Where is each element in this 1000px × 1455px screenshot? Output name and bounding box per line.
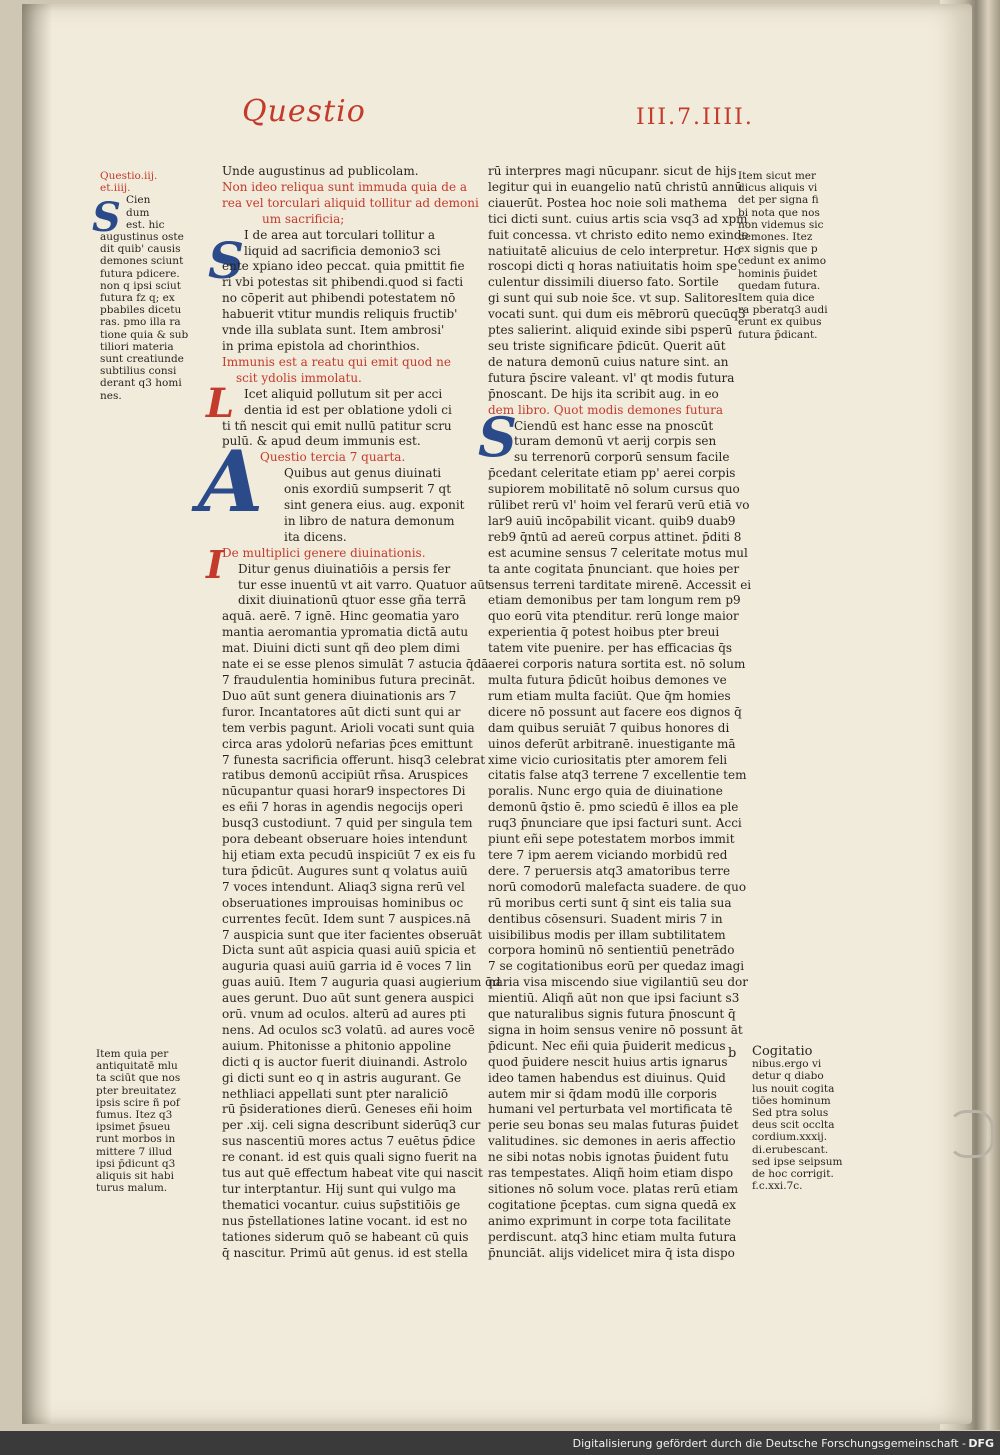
text-line: mantia aeromantia ypromatia dictā autu [222,625,469,640]
text-line: dentia id est per oblatione ydoli ci [244,402,452,417]
margin-line: dit quib' causis [100,243,181,256]
rubric-line: dem libro. Quot modis demones futura [488,402,724,417]
text-line: que naturalibus signis futura p̄noscunt q̄ [488,1007,736,1022]
text-line: ri vbi potestas sit phibendi.quod si facti [222,275,464,290]
text-line: liquid ad sacrificia demonio3 sci [244,243,441,258]
margin-line: dicus aliquis vi [738,182,818,195]
margin-line: subtilius consi [100,365,177,378]
text-line: perie seu bonas seu malas futuras p̄uidet [488,1118,739,1133]
text-line: legitur qui in euangelio natū christū annū [488,179,743,194]
margin-line: augustinus oste [100,231,184,244]
text-line: tatem vite puenire. per has efficacias q̄s [488,641,733,656]
text-column-1 [222,164,501,1278]
text-line: natiuitatē alicuius de celo interpretur. Ho [488,243,741,258]
text-line: currentes fecūt. Idem sunt 7 auspices.nā [222,911,471,926]
margin-line: di.erubescant. [752,1143,829,1156]
text-line: mientiū. Aliqñ aūt non que ipsi faciunt s3 [488,991,740,1006]
margin-line: non q ipsi sciut [100,279,182,292]
text-line: autem mir si q̄dam modū ille corporis [488,1086,717,1101]
text-line: 7 se cogitationibus eorū per quedaz imagi [488,959,745,974]
text-line: rū p̄siderationes dierū. Geneses eñi hoim [222,1102,473,1117]
text-line: nethliaci appellati sunt pter naraliciō [222,1086,449,1101]
margin-line: Item quia dice [738,292,815,305]
text-line: culentur dissimili diuerso fato. Sortile [488,275,719,290]
margin-line: ipsimet p̄sueu [96,1121,171,1134]
margin-line: pbabiles dicetu [100,304,182,317]
text-line: ideo tamen habendus est diuinus. Quid [488,1070,726,1085]
text-line: tus aut quē effectum habeat vite qui nascit [222,1166,483,1181]
text-line: citatis false atq3 terrene 7 excellentie tem [488,768,747,783]
margin-line: detur q diabo [752,1070,824,1083]
text-line: dam quibus seruiāt 7 quibus honores di [488,720,730,735]
margin-line: det per signa fi [738,194,819,207]
margin-note-right-bottom [752,1046,852,1206]
margin-line: deus scit occlta [752,1119,835,1132]
footer-credit: Digitalisierung gefördert durch die Deutsche Forschungsgemeinschaft - [572,1437,966,1450]
margin-line: antiquitatē mlu [96,1060,178,1073]
text-line: animo exprimunt in corpe tota facilitate [488,1213,731,1228]
text-line: poralis. Nunc ergo quia de diuinatione [488,784,723,799]
text-line: 7 funesta sacrificia offerunt. hisq3 celebrat [222,752,486,767]
margin-line: bi nota que nos [738,206,820,219]
text-line: ente xpiano ideo peccat. quia pmittit fie [222,259,465,274]
text-line: Icet aliquid pollutum sit per acci [244,386,443,401]
text-line: ras tempestates. Aliqñ hoim etiam dispo [488,1166,734,1181]
text-line: nus p̄stellationes latine vocant. id est no [222,1213,468,1228]
text-line: nens. Ad oculos sc3 volatū. ad aures vocē [222,1022,475,1037]
text-line: p̄cedant celeritate etiam pp' aerei corpis [488,466,736,481]
margin-line: Questio.iij. [100,170,158,182]
text-line: 7 voces intendunt. Aliaq3 signa rerū vel [222,879,465,894]
margin-line: derant q3 homi [100,377,182,390]
text-line: busq3 custodiunt. 7 quid per singula tem [222,816,473,831]
text-line: supiorem mobilitatē nō solum cursus quo [488,482,740,497]
initial-s-margin: S [92,194,121,241]
text-line: tere 7 ipm aerem viciando morbidū red [488,847,728,862]
text-line: thematici vocantur. cuius sup̄stitiōis ge [222,1197,461,1212]
text-line: naria visa miscendo siue vigilantiū seu dor [488,975,748,990]
margin-line: futura p̄dicant. [738,328,818,341]
text-line: rū interpres magi nūcupanr. sicut de hijs [488,164,737,178]
text-line: ptes salierint. aliquid exinde sibi psperū [488,323,733,338]
margin-line: sed ipse seipsum [752,1155,843,1168]
dfg-logo: DFG [968,1437,994,1450]
margin-line: nes. [100,389,122,402]
text-line: seu triste significare p̄dicūt. Querit aūt [488,338,726,353]
text-line: guas auiū. Item 7 auguria quasi augierium q̄d [222,975,501,990]
text-line: aerei corporis natura sortita est. nō solum [488,657,746,672]
margin-line: turus malum. [96,1182,168,1195]
text-line: ti tñ nescit qui emit nullū patitur scru [222,418,452,433]
text-line: valitudines. sic demones in aeris affectio [488,1134,736,1149]
text-line: tem verbis pagunt. Arioli vocati sunt quia [222,720,475,735]
text-line: tur interptantur. Hij sunt qui vulgo ma [222,1182,457,1196]
initial-i-col1: I [206,542,224,587]
text-line: rū moribus certi sunt q̄ sint eis talia sua [488,895,732,910]
text-line: es eñi 7 horas in agendis negocijs operi [222,800,463,815]
text-line: uisibilibus modis per illam subtilitatem [488,927,726,942]
initial-s-col2: S [478,405,517,469]
margin-note-left-top [100,170,192,432]
text-line: turam demonū vt aerij corpis sen [514,434,717,449]
margin-line: lus nouit cogita [752,1082,835,1095]
text-line: no cōperit aut phibendi potestatem nō [222,291,456,306]
text-line: vnde illa sublata sunt. Item ambrosi' [222,323,445,338]
text-line: experientia q̄ potest hoibus pter breui [488,625,720,640]
margin-line: mittere 7 illud [96,1145,173,1158]
text-line: 7 auspicia sunt que iter facientes obseruāt [222,927,482,942]
text-line: hij etiam exta pecudū inspiciūt 7 ex eis fu [222,847,476,862]
margin-line: futura fz q; ex [100,292,175,305]
text-line: quod p̄uidere nescit huius artis ignarus [488,1054,728,1069]
text-line: tura p̄dicūt. Augures sunt q volatus auiū [222,863,468,878]
initial-s-col1: S [208,231,245,290]
margin-line: cordium.xxxij. [752,1131,828,1144]
text-line: in prima epistola ad chorinthios. [222,338,420,353]
text-line: roscopi dicti q horas natiuitatis hoim spe [488,259,738,274]
text-line: pulū. & apud deum immunis est. [222,434,421,449]
text-line: rūlibet rerū vl' hoim vel ferarū verū etiā vo [488,498,750,513]
rubric-line: De multiplici genere diuinationis. [222,545,426,560]
margin-line: ex signis que p [738,243,818,256]
text-line: sus nascentiū mores actus 7 euētus p̄dice [222,1134,476,1149]
text-line: tationes siderum quō se habeant cū quis [222,1229,469,1244]
text-line: corpora hominū nō sentientiū penetrādo [488,943,735,958]
text-line: etiam demonibus per tam longum rem p9 [488,593,741,608]
text-line: sitiones nō solum voce. platas rerū etiam [488,1182,739,1196]
margin-line: futura pdicere. [100,267,180,280]
margin-line: de hoc corrigit. [752,1168,834,1181]
rubric-line: Immunis est a reatu qui emit quod ne [222,354,451,369]
text-line: Unde augustinus ad publicolam. [222,164,419,178]
margin-line: erunt ex quibus [738,316,822,329]
margin-line: nibus.ergo vi [752,1058,822,1071]
text-line: rum etiam multa faciūt. Que q̄m homies [488,688,731,703]
footer-bar [0,1431,1000,1455]
text-line: lar9 auiū incōpabilit vicant. quib9 duab9 [488,513,736,528]
text-line: dixit diuinationū qtuor esse gña terrā [238,593,467,608]
text-line: aquā. aerē. 7 ignē. Hinc geomatia yaro [222,609,460,624]
margin-note-right-top [738,170,842,370]
initial-a-col1: A [198,432,264,531]
text-line: xime vicio curiositatis pter amorem feli [488,752,728,767]
text-line: uinos deferūt arbitranē. inuestigante mā [488,736,736,751]
text-line: piunt eñi sepe potestatem morbos immit [488,832,735,847]
text-line: ita dicens. [284,529,347,544]
margin-line: f.c.xxi.7c. [752,1180,803,1193]
text-line: tur esse inuentū vt ait varro. Quatuor aūt [238,577,490,592]
text-line: quo eorū vita ptenditur. rerū longe maior [488,609,739,624]
text-line: 7 fraudulentia hominibus futura precināt. [222,673,476,687]
text-line: dentibus cōsensuri. Suadent miris 7 in [488,911,723,926]
text-line: su terrenorū corporū sensum facile [514,450,730,465]
margin-line: ta sciūt que nos [96,1072,181,1085]
text-line: dicere nō possunt aut facere eos dignos q̄ [488,704,742,719]
text-column-2 [488,164,752,1278]
margin-line: ipsi p̄dicunt q3 [96,1157,176,1170]
margin-line: tione quia & sub [100,328,189,341]
text-line: humani vel perturbata vel mortificata tē [488,1102,733,1117]
text-line: gi dicti sunt eo q in astris augurant. Ge [222,1070,462,1085]
margin-line: Item quia per [96,1048,169,1060]
text-line: aues gerunt. Duo aūt sunt genera auspici [222,991,474,1006]
text-line: orū. vnum ad oculos. alterū ad aures pti [222,1007,466,1022]
margin-line: ipsis scire ñ pof [96,1096,180,1109]
text-line: ne sibi notas nobis ignotas p̄uident futu [488,1150,729,1165]
margin-line: hominis p̄uidet [738,267,818,280]
text-line: auguria quasi auiū garria id ē voces 7 lin [222,959,472,974]
margin-line: dum [126,206,150,219]
text-line: vocati sunt. qui dum eis mēbrorū quecūq3 [488,307,746,322]
margin-line: et.iiij. [100,182,131,195]
text-line: sint genera eius. aug. exponit [284,498,465,513]
text-line: Ciendū est hanc esse na pnoscūt [514,418,714,433]
text-line: habuerit vtitur mundis reliquis fructib' [222,307,458,322]
text-line: obseruationes improuisas hominibus oc [222,895,464,910]
text-line: Dicta sunt aūt aspicia quasi auiū spicia et [222,943,476,958]
text-line: re conant. id est quis quali signo fuerit na [222,1150,477,1165]
margin-marker-b: b [728,1046,737,1061]
text-line: ruq3 p̄nunciare que ipsi facturi sunt. Acci [488,816,742,831]
text-line: in libro de natura demonum [284,513,455,528]
text-line: p̄dicunt. Nec eñi quia p̄uiderit medicus [488,1038,726,1053]
margin-line: est. hic [126,218,165,231]
text-line: ratibus demonū accipiūt rñsa. Aruspices [222,768,469,783]
rubric-line: Non ideo reliqua sunt immuda quia de a [222,179,468,194]
text-line: de natura demonū cuius nature sint. an [488,354,729,369]
text-line: furor. Incantatores aūt dicti sunt qui ar [222,704,461,719]
page-clip [948,1110,994,1158]
text-line: cogitatione p̄ceptas. cum signa quedā ex [488,1197,736,1212]
text-line: sensus terreni tarditate mirenē. Accessit ei [488,577,752,592]
text-line: norū comodorū malefacta suadere. de quo [488,879,747,894]
text-line: perdiscunt. atq3 hinc etiam multa futura [488,1229,737,1244]
text-line: ciauerūt. Postea hoc noie soli mathema [488,195,728,210]
text-line: mat. Diuini dicti sunt qñ deo plem dimi [222,641,460,656]
text-line: p̄noscant. De hijs ita scribit aug. in eo [488,386,719,401]
text-line: per .xij. celi signa describunt siderūq3 cur [222,1118,481,1133]
text-line: auium. Phitonisse a phitonio appoline [222,1038,452,1053]
margin-line: Cien [126,194,151,207]
running-head-left: Questio [242,94,366,129]
text-line: est acumine sensus 7 celeritate motus mul [488,545,748,560]
initial-l-col1: L [206,380,235,427]
running-head-right: III.7.IIII. [636,105,754,130]
margin-line: cedunt ex animo [738,255,827,268]
rubric-line: Questio tercia 7 quarta. [260,450,406,465]
margin-line: demones. Itez [738,231,813,244]
text-line: circa aras ydolorū nefarias p̄ces emittunt [222,736,473,751]
margin-note-left-bottom [96,1048,192,1218]
margin-line: sunt creatiunde [100,353,184,366]
margin-line: aliquis sit habi [96,1170,174,1183]
margin-line: pter breuitatez [96,1084,177,1097]
text-line: reb9 q̄ntū ad aereū corpus attinet. p̄diti 8 [488,529,742,544]
text-line: tici dicti sunt. cuius artis scia vsq3 ad xpm [488,211,748,226]
margin-line: ra pberatq3 audi [738,304,828,317]
rubric-line: rea vel torculari aliquid tollitur ad demoni [222,195,479,210]
text-line: ta ante cogitata p̄nunciant. que hoies per [488,561,740,576]
margin-line: fumus. Itez q3 [96,1109,173,1122]
text-line: demonū q̄stio ē. pmo sciedū ē illos ea ple [488,800,739,815]
rubric-line: um sacrificia; [262,211,345,226]
text-line: onis exordiū sumpserit 7 qt [284,482,452,497]
text-line: signa in hoim sensus venire nō possunt āt [488,1022,743,1037]
text-line: I de area aut torculari tollitur a [244,227,436,242]
text-line: nūcupantur quasi horar9 inspectores Di [222,784,466,799]
margin-line: quedam futura. [738,279,821,292]
text-line: fuit concessa. vt christo edito nemo exinde [488,227,749,242]
margin-line: non videmus sic [738,218,824,231]
text-line: nate ei se esse plenos simulāt 7 astucia q̄dā [222,657,489,672]
text-line: Ditur genus diuinatiōis a persis fer [238,561,451,576]
margin-line: ras. pmo illa ra [100,316,181,329]
text-line: Duo aūt sunt genera diuinationis ars 7 [222,688,457,703]
text-line: Quibus aut genus diuinati [284,466,442,481]
text-line: pora debeant obseruare hoies intendunt [222,832,468,847]
gutter-shadow [22,4,52,1424]
text-line: q̄ nascitur. Primū aūt genus. id est stella [222,1245,468,1260]
text-line: dere. 7 peruersis atq3 amatoribus terre [488,863,731,878]
margin-line: Cogitatio [752,1044,813,1059]
text-line: gi sunt qui sub noie s̄ce. vt sup. Salitores [488,291,739,306]
margin-line: tiliori materia [100,340,174,353]
text-line: dicti q is auctor fuerit diuinandi. Astrolo [222,1054,468,1069]
margin-line: demones sciunt [100,255,184,268]
margin-line: runt morbos in [96,1133,176,1146]
margin-line: tiōes hominum [752,1094,831,1107]
margin-line: Sed ptra solus [752,1107,829,1120]
rubric-line: scit ydolis immolatu. [236,370,362,385]
text-line: p̄nunciāt. alijs videlicet mira q̄ ista dispo [488,1245,735,1260]
text-line: futura p̄scire valeant. vl' qt modis futura [488,370,735,385]
text-line: multa futura p̄dicūt hoibus demones ve [488,673,727,687]
margin-line: Item sicut mer [738,170,817,182]
